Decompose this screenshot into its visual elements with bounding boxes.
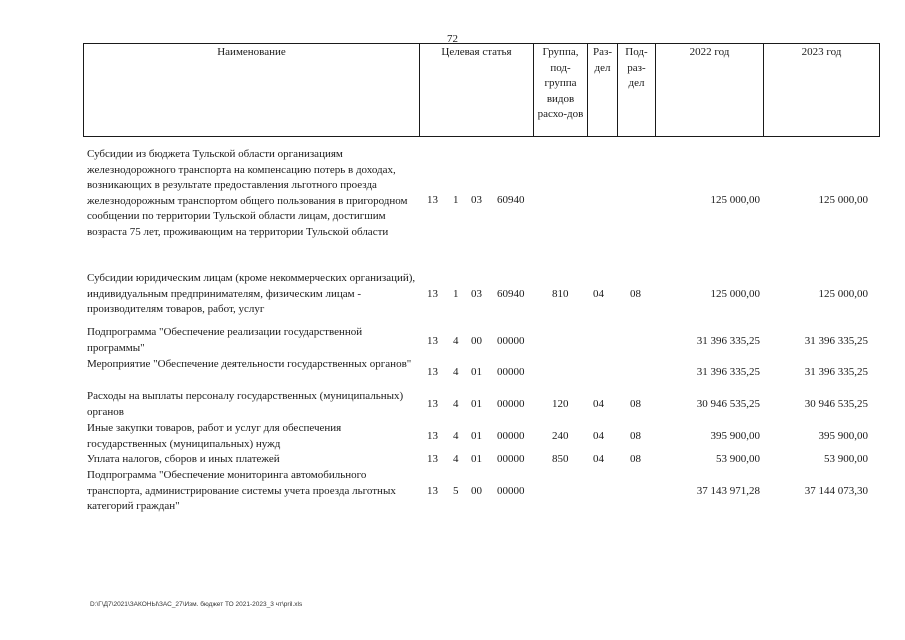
row-code-1: 13 [427,453,438,465]
file-path-footer: D:\Г\Д7\2021\ЗАКОНЫ\ЗАС_27\Изм. бюджет ТО 2021-2023_3 чт\pril.xls [90,601,303,608]
row-subsection: 08 [630,398,641,410]
row-code-2: 4 [453,398,459,410]
row-code-3: 03 [471,194,482,206]
row-amount-2023: 31 396 335,25 [804,366,868,378]
table-row [83,325,880,357]
col-group-header: Группа, под-группа видов расхо-дов [534,44,588,136]
col-2022-header: 2022 год [656,44,764,136]
row-group: 810 [552,288,569,300]
row-amount-2022: 37 143 971,28 [696,485,760,497]
row-amount-2022: 125 000,00 [710,194,760,206]
row-code-4: 00000 [497,366,525,378]
col-2023-header: 2023 год [801,46,842,58]
row-code-4: 60940 [497,194,525,206]
page-number: 72 [447,33,458,45]
col-name-header: Наименование [84,44,420,136]
row-group: 120 [552,398,569,410]
table-row [83,389,880,421]
row-code-4: 00000 [497,398,525,410]
row-amount-2023: 125 000,00 [818,194,868,206]
row-code-2: 5 [453,485,459,497]
row-code-3: 01 [471,398,482,410]
table-header [83,43,880,137]
row-name: Подпрограмма "Обеспечение реализации государственной программы" [87,326,363,354]
row-code-3: 00 [471,335,482,347]
row-code-1: 13 [427,430,438,442]
row-code-1: 13 [427,335,438,347]
row-name: Иные закупки товаров, работ и услуг для обеспечения государственных (муниципальных) нужд [87,422,342,450]
row-amount-2022: 31 396 335,25 [696,366,760,378]
row-amount-2022: 31 396 335,25 [696,335,760,347]
row-code-3: 03 [471,288,482,300]
row-group: 240 [552,430,569,442]
row-code-2: 1 [453,288,459,300]
row-code-4: 00000 [497,430,525,442]
row-name: Мероприятие "Обеспечение деятельности государственных органов" [87,358,412,370]
table-row [83,421,880,453]
row-amount-2022: 395 900,00 [710,430,760,442]
row-code-1: 13 [427,485,438,497]
row-code-1: 13 [427,288,438,300]
row-amount-2022: 125 000,00 [710,288,760,300]
row-subsection: 08 [630,453,641,465]
row-name: Расходы на выплаты персоналу государственных (муниципальных) органов [87,390,404,418]
row-name: Субсидии из бюджета Тульской области организациям железнодорожного транспорта на компенсацию потерь в доходах, возникающих в результате предоставления льготного проезда железнодорожным транспортом общего пользования в пригородном сообщении по территории Тульской области лицам, достигшим возраста 75 лет, проживающим на территории Тульской области [87,148,408,238]
row-code-2: 4 [453,453,459,465]
row-name: Уплата налогов, сборов и иных платежей [87,453,280,465]
row-code-1: 13 [427,194,438,206]
row-code-4: 00000 [497,485,525,497]
row-section: 04 [593,430,604,442]
row-code-3: 00 [471,485,482,497]
row-code-3: 01 [471,453,482,465]
row-amount-2022: 53 900,00 [716,453,760,465]
row-name: Подпрограмма "Обеспечение мониторинга автомобильного транспорта, администрирование системы учета проезда льготных категорий граждан" [87,469,396,512]
table-row [83,468,880,516]
col-subsection-header: Под-раз-дел [618,44,656,136]
row-code-2: 4 [453,335,459,347]
row-amount-2023: 53 900,00 [824,453,868,465]
row-name: Субсидии юридическим лицам (кроме некоммерческих организаций), индивидуальным предпринимателям, физическим лицам - производителям товаров, работ, услуг [87,272,416,315]
row-code-4: 00000 [497,453,525,465]
row-amount-2023: 30 946 535,25 [804,398,868,410]
row-subsection: 08 [630,288,641,300]
row-code-3: 01 [471,366,482,378]
row-code-4: 00000 [497,335,525,347]
row-code-2: 4 [453,366,459,378]
row-code-2: 1 [453,194,459,206]
row-group: 850 [552,453,569,465]
table-header-row [83,43,880,137]
col-target-article-header: Целевая статья [420,44,534,136]
row-amount-2023: 31 396 335,25 [804,335,868,347]
row-amount-2023: 125 000,00 [818,288,868,300]
row-amount-2022: 30 946 535,25 [696,398,760,410]
col-section-header: Раз-дел [588,44,618,136]
table-row [83,147,880,257]
row-code-4: 60940 [497,288,525,300]
row-code-1: 13 [427,366,438,378]
row-code-1: 13 [427,398,438,410]
table-row [83,452,880,468]
row-amount-2023: 395 900,00 [818,430,868,442]
row-section: 04 [593,288,604,300]
table-row [83,357,880,389]
row-section: 04 [593,398,604,410]
table-row [83,271,880,319]
row-subsection: 08 [630,430,641,442]
row-amount-2023: 37 144 073,30 [804,485,868,497]
row-code-3: 01 [471,430,482,442]
row-section: 04 [593,453,604,465]
row-code-2: 4 [453,430,459,442]
